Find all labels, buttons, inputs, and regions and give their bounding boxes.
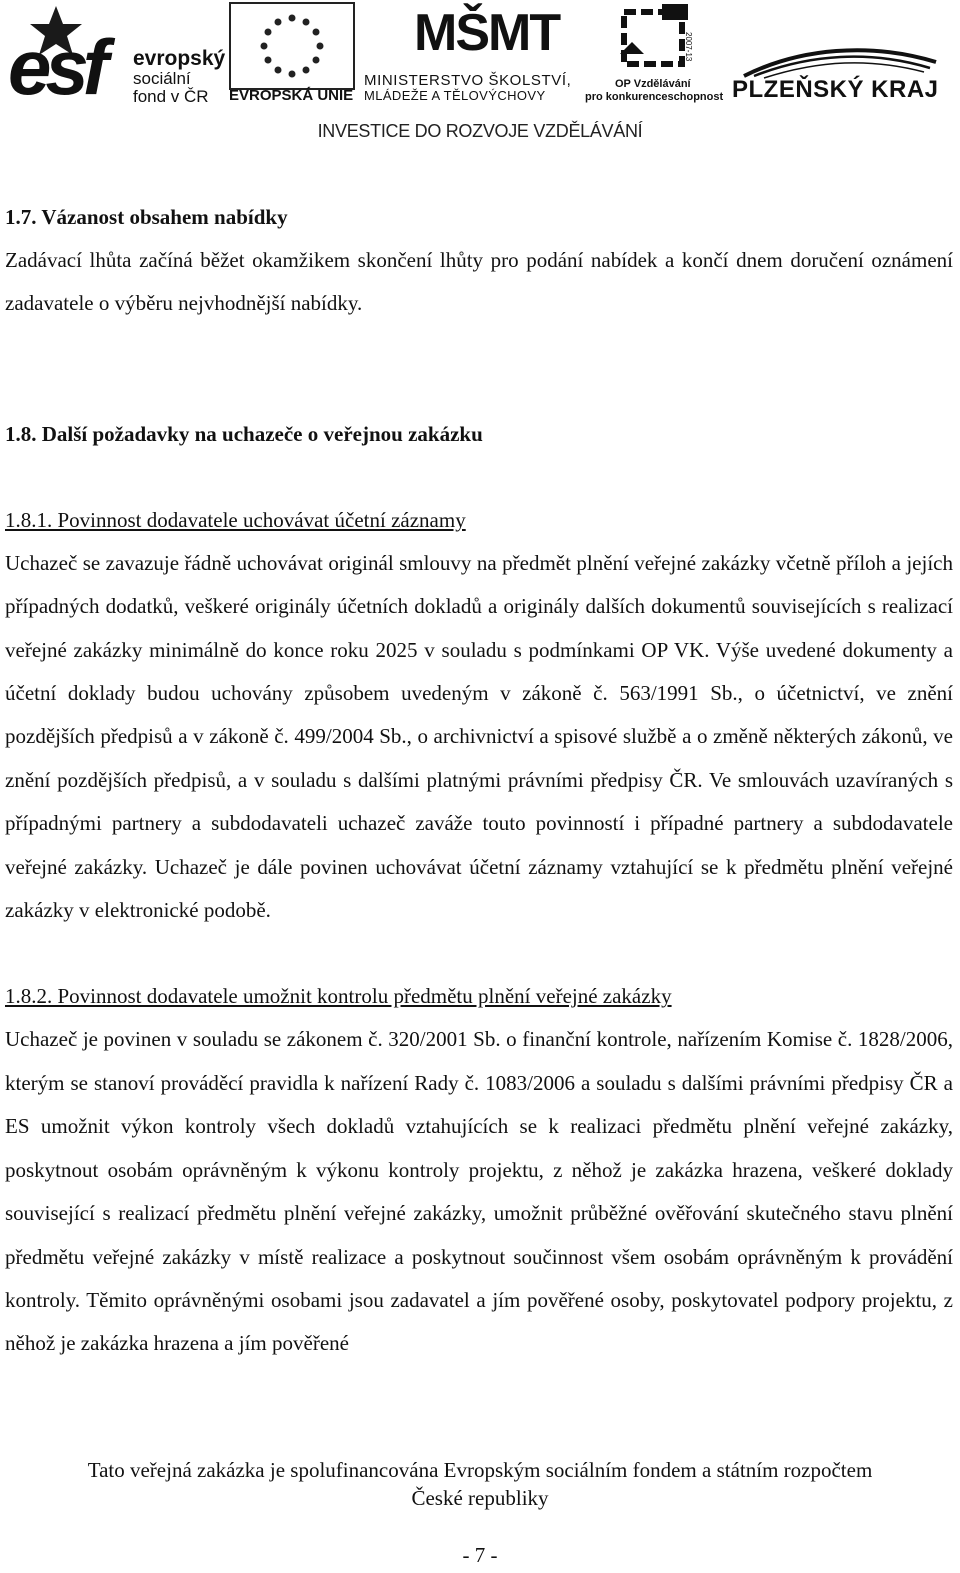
msmt-letters: MŠMT <box>414 4 560 62</box>
op-vk-logo <box>585 2 725 106</box>
msmt-text-1: MINISTERSTVO ŠKOLSTVÍ, <box>364 72 572 89</box>
footer-line-1: Tato veřejná zakázka je spolufinancována Evropským sociálním fondem a státním rozpočtem <box>87 1458 873 1482</box>
plzensky-kraj-logo <box>732 40 952 110</box>
document-body <box>5 196 953 1366</box>
op-vk-text-2: pro konkurenceschopnost <box>585 91 724 103</box>
esf-logo <box>8 4 226 111</box>
section-1-7-title: 1.7. Vázanost obsahem nabídky <box>5 205 288 229</box>
header-logos <box>0 0 960 150</box>
eu-logo <box>229 2 355 106</box>
op-vk-text-1: OP Vzdělávání <box>615 78 691 90</box>
eu-stars-icon <box>231 4 353 88</box>
esf-text-3: fond v ČR <box>133 87 209 106</box>
section-1-8-1-title-text: 1.8.1. Povinnost dodavatele uchovávat účetní záznamy <box>5 507 466 532</box>
esf-text-1: evropský <box>133 47 226 70</box>
eu-text: EVROPSKÁ UNIE <box>229 87 354 104</box>
esf-letters: esf <box>8 23 103 111</box>
section-1-8-1-text: Uchazeč se zavazuje řádně uchovávat originál smlouvy na předmět plnění veřejné zakázky včetně příloh a jejích případných dodatků, veškeré originály účetních dokladů a originály dalších dokumentů souvisejících s realizací veřejné zakázky minimálně do konce roku 2025 v souladu s podmínkami OP VK. Výše uvedené dokumenty a účetní doklady budou uchovány způsobem uvedeným v zákoně č. 563/1991 Sb., o účetnictví, ve znění pozdějších předpisů a v zákoně č. 499/2004 Sb., o archivnictví a spisové službě a o změně některých zákonů, ve znění pozdějších předpisů, a v souladu s dalšími platnými právními předpisy ČR. Ve smlouvách uzavíraných s případnými partnery a subdodavateli uchazeč zaváže touto povinností i případné partnery a subdodavatele veřejné zakázky. Uchazeč je dále povinen uchovávat účetní záznamy vztahující se k předmětu plnění veřejné zakázky v elektronické podobě. <box>5 550 953 923</box>
eu-flag <box>229 2 355 90</box>
section-1-8-2-title <box>5 975 953 1018</box>
header-tagline: INVESTICE DO ROZVOJE VZDĚLÁVÁNÍ <box>317 121 643 141</box>
page-footer <box>0 1456 960 1512</box>
section-1-7-text: Zadávací lhůta začíná běžet okamžikem skončení lhůty pro podání nabídek a končí dnem doručení oznámení zadavatele o výběru nejvhodnější nabídky. <box>5 248 953 316</box>
footer-line-2: České republiky <box>411 1486 549 1510</box>
op-vk-years: 2007-13 <box>684 32 693 62</box>
page-number: - 7 - <box>462 1543 498 1567</box>
esf-text-2: sociální <box>133 69 191 88</box>
section-1-8-1-title <box>5 499 953 542</box>
kraj-text: PLZEŇSKÝ KRAJ <box>732 76 939 103</box>
msmt-text-2: MLÁDEŽE A TĚLOVÝCHOVY <box>364 88 546 103</box>
section-1-8-title: 1.8. Další požadavky na uchazeče o veřejnou zakázku <box>5 421 483 446</box>
msmt-logo <box>362 0 577 106</box>
section-1-8-2-text: Uchazeč je povinen v souladu se zákonem č. 320/2001 Sb. o finanční kontrole, nařízením Komise č. 1828/2006, kterým se stanoví prováděcí pravidla k nařízení Rady č. 1083/2006 a souladu s dalšími právními předpisy ČR a ES umožnit výkon kontroly všech dokladů vztahujících se k realizaci předmětu plnění veřejné zakázky, poskytnout osobám oprávněným k výkonu kontroly projektu, z něhož je zakázka hrazena, veškeré doklady související s realizací předmětu plnění veřejné zakázky, umožnit průběžné ověřování skutečného stavu plnění předmětu veřejné zakázky v místě realizace a poskytnout součinnost všem osobám oprávněným k provádění kontroly. Těmito oprávněnými osobami jsou zadavatel a jím pověřené osoby, poskytovatel podpory projektu, z něhož je zakázka hrazena a jím pověřené <box>5 1027 953 1356</box>
kraj-swoosh-icon <box>740 40 940 80</box>
section-1-8-2-title-text: 1.8.2. Povinnost dodavatele umožnit kontrolu předmětu plnění veřejné zakázky <box>5 984 672 1009</box>
